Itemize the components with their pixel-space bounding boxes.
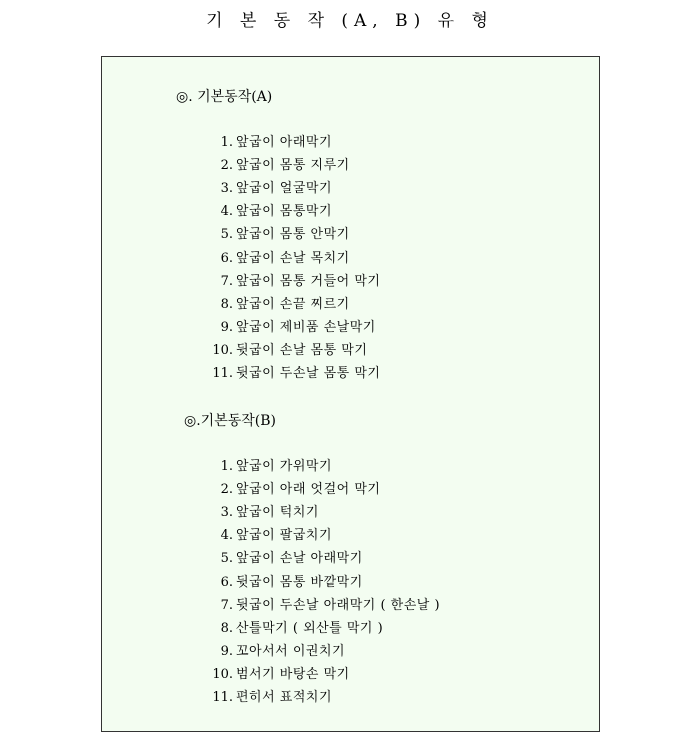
item-number-col	[188, 202, 233, 222]
item-text: 산틀막기 ( 외산틀 막기 )	[236, 620, 384, 636]
list-item	[102, 202, 599, 222]
item-number-col	[188, 318, 233, 338]
item-text: 앞굽이 몸통 지루기	[236, 158, 350, 174]
item-text: 앞굽이 손끝 찌르기	[236, 296, 350, 312]
item-number-col	[188, 573, 233, 593]
item-number: 1.	[220, 459, 233, 474]
item-text: 뒷굽이 몸통 바깥막기	[236, 574, 363, 590]
item-number: 1.	[220, 135, 233, 150]
item-number-col	[188, 249, 233, 269]
list-item	[102, 549, 599, 569]
item-number: 11.	[212, 366, 233, 381]
item-number-col	[188, 503, 233, 523]
item-number: 3.	[220, 181, 233, 197]
item-number-col	[188, 133, 233, 153]
item-number: 5.	[220, 227, 233, 243]
item-text: 범서기 바탕손 막기	[236, 666, 350, 682]
list-item	[102, 295, 599, 315]
item-number-col	[188, 619, 233, 639]
item-text: 앞굽이 몸통 안막기	[236, 227, 350, 243]
item-number: 2.	[220, 482, 233, 498]
item-text: 앞굽이 아래 엇걸어 막기	[236, 482, 381, 498]
list-item	[102, 573, 599, 593]
item-number-col	[188, 457, 233, 477]
item-text: 앞굽이 몸통 거들어 막기	[236, 273, 381, 289]
item-number-col	[188, 295, 233, 315]
list-item	[102, 179, 599, 199]
list-item	[102, 688, 599, 708]
item-number-col	[188, 688, 233, 708]
item-text: 앞굽이 손날 아래막기	[236, 551, 363, 567]
item-number: 10.	[212, 666, 233, 682]
item-number-col	[188, 526, 233, 546]
list-item	[102, 596, 599, 616]
list-item	[102, 156, 599, 176]
list-item	[102, 503, 599, 523]
item-text: 앞굽이 제비품 손날막기	[236, 319, 376, 335]
item-number: 4.	[220, 204, 233, 220]
item-number-col	[188, 364, 233, 384]
item-number: 8.	[220, 296, 233, 312]
item-text: 앞굽이 아래막기	[236, 135, 333, 150]
item-number-col	[188, 480, 233, 500]
item-number-col	[188, 665, 233, 685]
content-box	[101, 56, 600, 732]
item-number-col	[188, 341, 233, 361]
item-number: 5.	[220, 551, 233, 567]
item-text: 뒷굽이 손날 몸통 막기	[236, 342, 368, 358]
item-number: 3.	[220, 505, 233, 521]
item-number: 7.	[220, 273, 233, 289]
item-number: 8.	[220, 620, 233, 636]
item-number-col	[188, 272, 233, 292]
item-number: 10.	[212, 342, 233, 358]
item-text: 앞굽이 손날 목치기	[236, 250, 350, 266]
item-number-col	[188, 549, 233, 569]
list-item	[102, 526, 599, 546]
item-number: 9.	[220, 319, 233, 335]
item-text: 앞굽이 가위막기	[236, 459, 333, 474]
list-item	[102, 480, 599, 500]
item-number: 11.	[212, 690, 233, 705]
list-item	[102, 665, 599, 685]
list-item	[102, 364, 599, 384]
item-text: 앞굽이 몸통막기	[236, 204, 333, 220]
item-text: 앞굽이 턱치기	[236, 505, 319, 521]
item-text: 뒷굽이 두손날 몸통 막기	[236, 366, 381, 381]
item-number-col	[188, 156, 233, 176]
item-number: 6.	[220, 250, 233, 266]
item-text: 앞굽이 얼굴막기	[236, 181, 333, 197]
item-number-col	[188, 596, 233, 616]
list-item	[102, 318, 599, 338]
item-text: 앞굽이 팔굽치기	[236, 528, 333, 544]
list-item	[102, 272, 599, 292]
item-number: 7.	[220, 597, 233, 613]
list-item	[102, 133, 599, 153]
section-heading-a: ◎. 기본동작(A)	[176, 89, 273, 105]
item-number-col	[188, 179, 233, 199]
list-item	[102, 249, 599, 269]
item-text: 편히서 표적치기	[236, 690, 333, 705]
item-text: 꼬아서서 이권치기	[236, 643, 346, 659]
item-text: 뒷굽이 두손날 아래막기 ( 한손날 )	[236, 597, 441, 613]
item-number: 4.	[220, 528, 233, 544]
item-number-col	[188, 225, 233, 245]
item-number: 9.	[220, 643, 233, 659]
list-item	[102, 619, 599, 639]
list-item	[102, 225, 599, 245]
item-number-col	[188, 642, 233, 662]
item-number: 6.	[220, 574, 233, 590]
list-item	[102, 341, 599, 361]
page-title: 기 본 동 작 (A, B) 유 형	[206, 11, 494, 31]
section-heading-b: ◎.기본동작(B)	[184, 413, 276, 429]
list-item	[102, 457, 599, 477]
list-item	[102, 642, 599, 662]
item-number: 2.	[220, 158, 233, 174]
